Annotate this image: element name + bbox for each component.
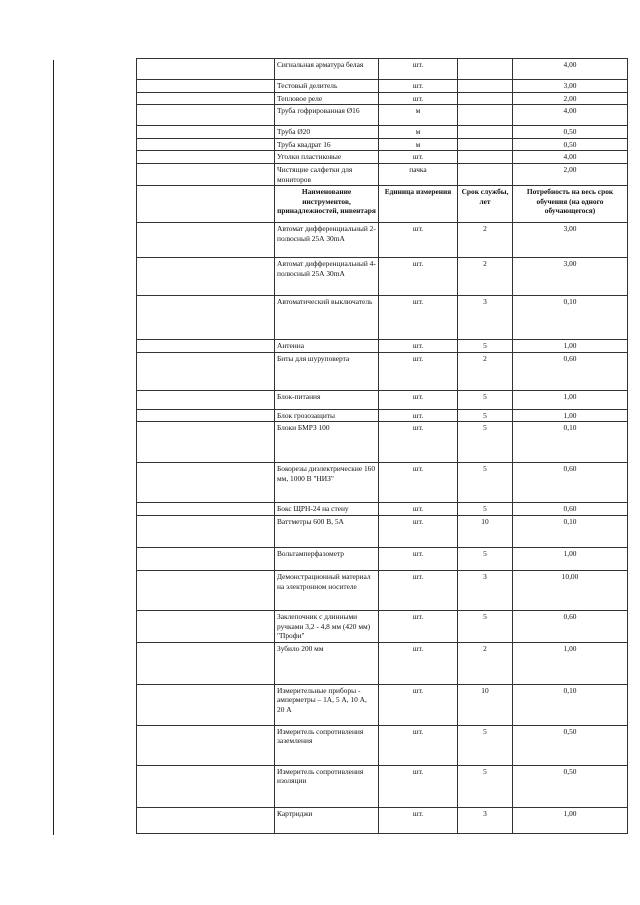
item-unit: шт. [379, 807, 458, 833]
item-service-life: 2 [458, 223, 513, 258]
item-unit: м [379, 138, 458, 151]
item-service-life: 5 [458, 725, 513, 765]
table-row [137, 223, 628, 258]
item-unit: шт. [379, 409, 458, 422]
item-unit: шт. [379, 59, 458, 80]
item-need: 3,00 [513, 80, 628, 93]
item-service-life: 3 [458, 296, 513, 340]
row-spacer-cell [137, 642, 275, 684]
table-row [137, 258, 628, 296]
item-need: 0,10 [513, 684, 628, 725]
item-unit: м [379, 105, 458, 126]
item-name: Заклепочник с длинными ручками 3,2 - 4,8 мм (420 мм) "Профи" [275, 610, 379, 642]
row-spacer-cell [137, 126, 275, 139]
item-name: Зубило 200 мм [275, 642, 379, 684]
item-service-life: 5 [458, 340, 513, 353]
item-unit: шт. [379, 92, 458, 105]
row-spacer-cell [137, 340, 275, 353]
item-unit: м [379, 126, 458, 139]
item-unit: шт. [379, 258, 458, 296]
item-unit: шт. [379, 503, 458, 516]
table-header-row [137, 186, 628, 223]
table-row [137, 138, 628, 151]
item-name: Биты для шуруповерта [275, 352, 379, 390]
header-unit: Единица измерения [379, 186, 458, 223]
page-margin-line [53, 60, 54, 835]
item-unit: шт. [379, 684, 458, 725]
row-spacer-cell [137, 463, 275, 503]
table-row [137, 59, 628, 80]
item-unit: пачка [379, 163, 458, 185]
item-need: 1,00 [513, 807, 628, 833]
item-service-life: 5 [458, 503, 513, 516]
item-need: 2,00 [513, 92, 628, 105]
item-service-life: 5 [458, 547, 513, 570]
item-need: 1,00 [513, 340, 628, 353]
item-unit: шт. [379, 340, 458, 353]
item-service-life: 5 [458, 765, 513, 807]
row-spacer-cell [137, 258, 275, 296]
item-need: 4,00 [513, 59, 628, 80]
item-service-life: 2 [458, 258, 513, 296]
table-row [137, 765, 628, 807]
row-spacer-cell [137, 352, 275, 390]
item-name: Тестовый делитель [275, 80, 379, 93]
row-spacer-cell [137, 610, 275, 642]
table-row [137, 340, 628, 353]
item-name: Блок-питания [275, 390, 379, 409]
row-spacer-cell [137, 547, 275, 570]
table-row [137, 515, 628, 547]
item-service-life [458, 163, 513, 185]
item-need: 2,00 [513, 163, 628, 185]
item-need: 1,00 [513, 390, 628, 409]
item-service-life [458, 59, 513, 80]
item-unit: шт. [379, 296, 458, 340]
row-spacer-cell [137, 80, 275, 93]
table-row [137, 80, 628, 93]
item-service-life: 5 [458, 390, 513, 409]
item-service-life: 10 [458, 515, 513, 547]
item-name: Картриджи [275, 807, 379, 833]
item-need: 4,00 [513, 151, 628, 164]
item-service-life: 5 [458, 463, 513, 503]
table-row [137, 610, 628, 642]
item-service-life: 10 [458, 684, 513, 725]
inventory-table [136, 58, 628, 834]
item-service-life [458, 80, 513, 93]
table-row [137, 807, 628, 833]
row-spacer-cell [137, 151, 275, 164]
table-row [137, 163, 628, 185]
table-row [137, 725, 628, 765]
table-row [137, 684, 628, 725]
item-name: Автоматический выключатель [275, 296, 379, 340]
item-unit: шт. [379, 352, 458, 390]
item-name: Труба гофрированная Ø16 [275, 105, 379, 126]
item-service-life [458, 126, 513, 139]
item-need: 3,00 [513, 223, 628, 258]
item-need: 0,50 [513, 725, 628, 765]
row-spacer-cell [137, 409, 275, 422]
row-spacer-cell [137, 807, 275, 833]
row-spacer-cell [137, 105, 275, 126]
item-need: 0,60 [513, 352, 628, 390]
item-name: Чистящие салфетки для мониторов [275, 163, 379, 185]
table-row [137, 390, 628, 409]
item-name: Труба квадрат 16 [275, 138, 379, 151]
item-name: Измеритель сопротивления изоляции [275, 765, 379, 807]
row-spacer-cell [137, 390, 275, 409]
row-spacer-cell [137, 138, 275, 151]
item-unit: шт. [379, 515, 458, 547]
item-name: Бокс ЩРН-24 на стену [275, 503, 379, 516]
table-row [137, 126, 628, 139]
item-unit: шт. [379, 725, 458, 765]
header-service-life: Срок службы, лет [458, 186, 513, 223]
item-service-life [458, 105, 513, 126]
item-need: 0,60 [513, 610, 628, 642]
inventory-table-body [137, 59, 628, 834]
table-row [137, 151, 628, 164]
row-spacer-cell [137, 92, 275, 105]
item-need: 0,10 [513, 296, 628, 340]
item-unit: шт. [379, 463, 458, 503]
row-spacer-cell [137, 422, 275, 463]
item-service-life: 3 [458, 570, 513, 610]
table-row [137, 92, 628, 105]
item-service-life: 5 [458, 422, 513, 463]
table-row [137, 570, 628, 610]
table-row [137, 352, 628, 390]
item-need: 0,50 [513, 765, 628, 807]
item-name: Автомат дифференциальный 2-полюсный 25А 30mA [275, 223, 379, 258]
item-unit: шт. [379, 390, 458, 409]
row-spacer-cell [137, 163, 275, 185]
item-service-life: 2 [458, 352, 513, 390]
item-name: Сигнальная арматура белая [275, 59, 379, 80]
header-need: Потребность на весь срок обучения (на одного обучающегося) [513, 186, 628, 223]
item-name: Ваттметры 600 В, 5А [275, 515, 379, 547]
item-unit: шт. [379, 765, 458, 807]
item-name: Вольтамперфазометр [275, 547, 379, 570]
item-unit: шт. [379, 547, 458, 570]
table-row [137, 642, 628, 684]
item-name: Измерительные приборы - амперметры – 1А, 5 А, 10 А, 20 А [275, 684, 379, 725]
item-unit: шт. [379, 610, 458, 642]
item-name: Блоки БМРЗ 100 [275, 422, 379, 463]
item-name: Антенна [275, 340, 379, 353]
item-name: Измеритель сопротивления заземления [275, 725, 379, 765]
item-service-life: 5 [458, 610, 513, 642]
row-spacer-cell [137, 725, 275, 765]
item-unit: шт. [379, 223, 458, 258]
item-need: 4,00 [513, 105, 628, 126]
item-service-life: 2 [458, 642, 513, 684]
table-row [137, 296, 628, 340]
item-need: 0,60 [513, 463, 628, 503]
item-need: 1,00 [513, 409, 628, 422]
row-spacer-cell [137, 59, 275, 80]
row-spacer-cell [137, 296, 275, 340]
item-need: 0,50 [513, 138, 628, 151]
item-need: 0,10 [513, 422, 628, 463]
item-need: 0,50 [513, 126, 628, 139]
row-spacer-cell [137, 570, 275, 610]
item-service-life [458, 92, 513, 105]
item-service-life: 5 [458, 409, 513, 422]
table-row [137, 547, 628, 570]
header-name: Наименование инструментов, принадлежностей, инвентаря [275, 186, 379, 223]
item-need: 10,00 [513, 570, 628, 610]
item-need: 3,00 [513, 258, 628, 296]
item-service-life [458, 138, 513, 151]
item-need: 1,00 [513, 642, 628, 684]
item-need: 0,10 [513, 515, 628, 547]
item-name: Автомат дифференциальный 4-полюсный 25А 30mA [275, 258, 379, 296]
item-name: Бокорезы диэлектрические 160 мм, 1000 В "НИЗ" [275, 463, 379, 503]
row-spacer-cell [137, 684, 275, 725]
table-row [137, 422, 628, 463]
table-row [137, 409, 628, 422]
item-unit: шт. [379, 422, 458, 463]
item-service-life: 3 [458, 807, 513, 833]
item-unit: шт. [379, 570, 458, 610]
item-need: 1,00 [513, 547, 628, 570]
item-service-life [458, 151, 513, 164]
item-name: Труба Ø20 [275, 126, 379, 139]
header-spacer-cell [137, 186, 275, 223]
row-spacer-cell [137, 515, 275, 547]
item-need: 0,60 [513, 503, 628, 516]
item-unit: шт. [379, 80, 458, 93]
item-unit: шт. [379, 642, 458, 684]
item-unit: шт. [379, 151, 458, 164]
row-spacer-cell [137, 765, 275, 807]
item-name: Уголки пластиковые [275, 151, 379, 164]
item-name: Тепловое реле [275, 92, 379, 105]
row-spacer-cell [137, 223, 275, 258]
item-name: Блок грозозащиты [275, 409, 379, 422]
row-spacer-cell [137, 503, 275, 516]
item-name: Демонстрационный материал на электронном носителе [275, 570, 379, 610]
table-row [137, 503, 628, 516]
table-row [137, 463, 628, 503]
table-row [137, 105, 628, 126]
